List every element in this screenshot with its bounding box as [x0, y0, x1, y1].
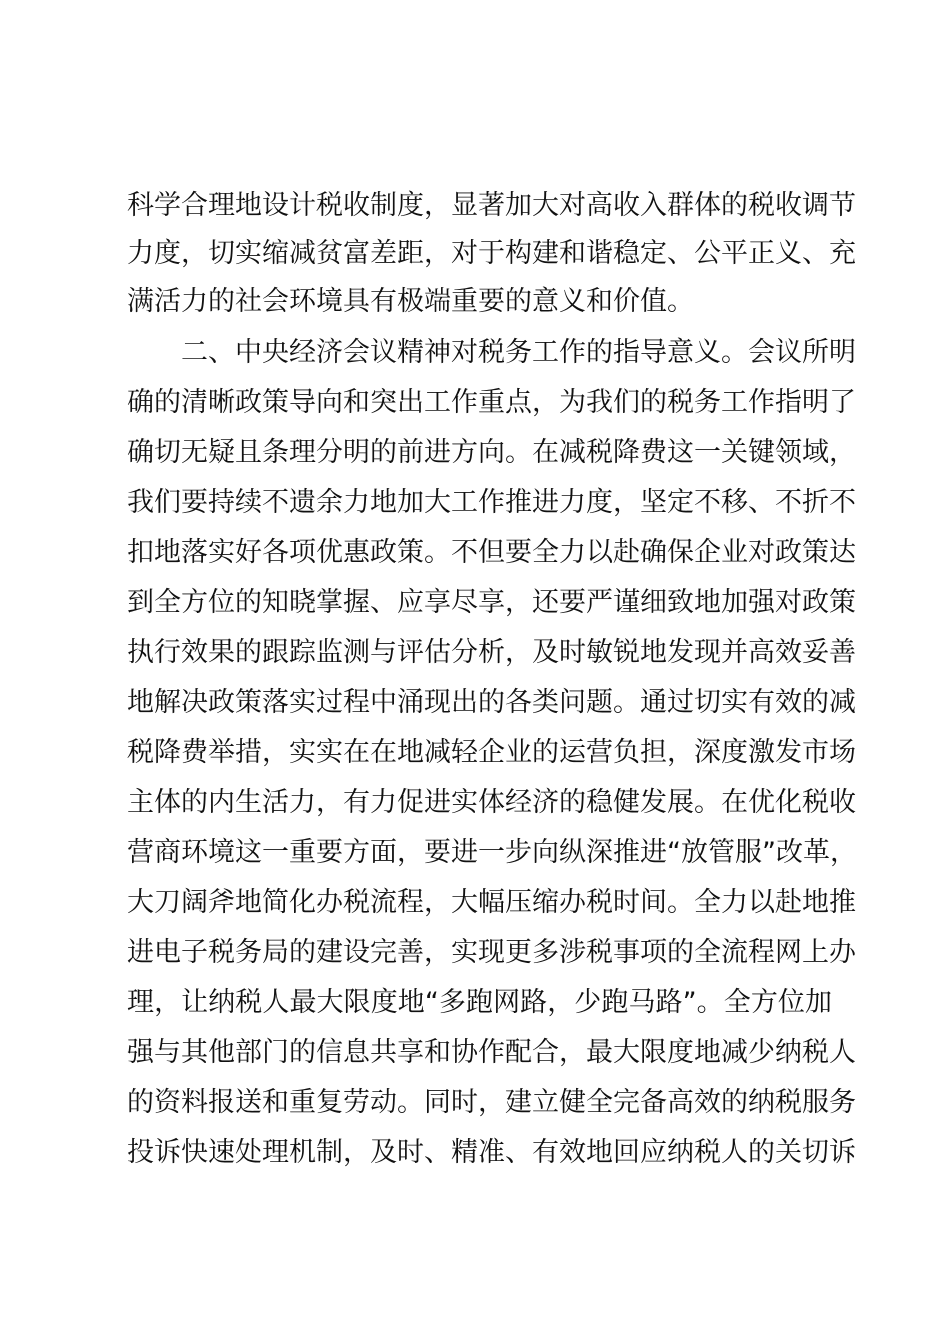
text-line-8: 扣地落实好各项优惠政策。不但要全力以赴确保企业对政策达: [127, 537, 856, 568]
text-line-10: 执行效果的跟踪监测与评估分析，及时敏锐地发现并高效妥善: [127, 637, 856, 668]
text-line-5: 确的清晰政策导向和突出工作重点，为我们的税务工作指明了: [127, 387, 856, 418]
text-line-2: 力度，切实缩减贫富差距，对于构建和谐稳定、公平正义、充: [127, 238, 856, 269]
text-line-7: 我们要持续不遗余力地加大工作推进力度，坚定不移、不折不: [127, 487, 856, 518]
text-line-17: 理，让纳税人最大限度地“多跑网路，少跑马路”。全方位加: [127, 987, 832, 1018]
text-line-16: 进电子税务局的建设完善，实现更多涉税事项的全流程网上办: [127, 937, 856, 968]
text-line-3: 满活力的社会环境具有极端重要的意义和价值。: [127, 286, 694, 317]
text-line-13: 主体的内生活力，有力促进实体经济的稳健发展。在优化税收: [127, 787, 856, 818]
text-line-18: 强与其他部门的信息共享和协作配合，最大限度地减少纳税人: [127, 1037, 856, 1068]
text-line-20: 投诉快速处理机制，及时、精准、有效地回应纳税人的关切诉: [127, 1137, 856, 1168]
text-line-9: 到全方位的知晓掌握、应享尽享，还要严谨细致地加强对政策: [127, 587, 856, 618]
text-line-14: 营商环境这一重要方面，要进一步向纵深推进“放管服”改革，: [127, 837, 857, 868]
text-line-1: 科学合理地设计税收制度，显著加大对高收入群体的税收调节: [127, 190, 856, 221]
text-line-12: 税降费举措，实实在在地减轻企业的运营负担，深度激发市场: [127, 737, 856, 768]
text-line-15: 大刀阔斧地简化办税流程，大幅压缩办税时间。全力以赴地推: [127, 887, 856, 918]
text-line-11: 地解决政策落实过程中涌现出的各类问题。通过切实有效的减: [127, 687, 856, 718]
text-line-19: 的资料报送和重复劳动。同时，建立健全完备高效的纳税服务: [127, 1087, 856, 1118]
text-line-4: 二、中央经济会议精神对税务工作的指导意义。会议所明: [181, 337, 856, 368]
text-line-6: 确切无疑且条理分明的前进方向。在减税降费这一关键领域，: [127, 437, 856, 468]
